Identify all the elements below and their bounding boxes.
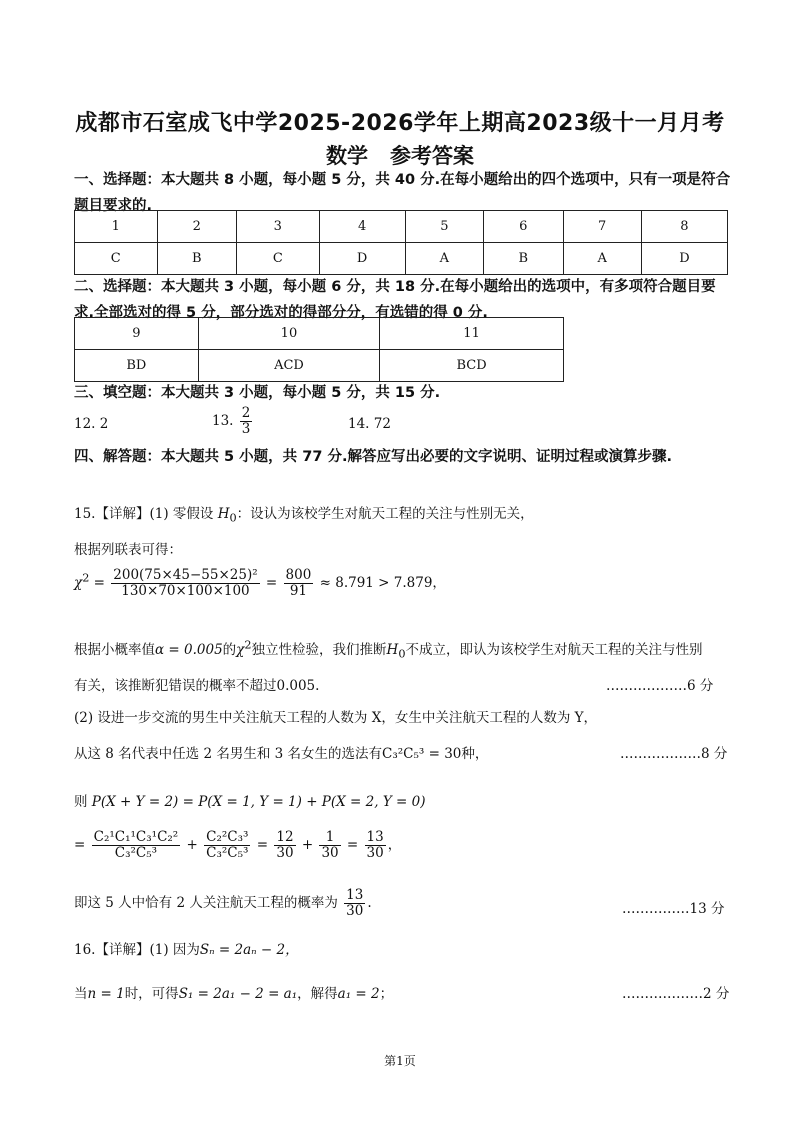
- q15-line-5: (2) 设进一步交流的男生中关注航天工程的人数为 X，女生中关注航天工程的人数为 Y，: [74, 710, 598, 726]
- q15-line-6: 从这 8 名代表中任选 2 名男生和 3 名女生的选法有C₃²C₅³ = 30种，: [74, 746, 489, 762]
- probability-formula: = $\frac{\text{C₂¹C₁¹C₃¹C₂²}}{\text{C₃²C₅³}}$ + $\frac{\text{C₂²C₃³}}{\text{C₃²C₅³}}$ = $\frac{12}{30}$ + $\frac{1}{30}$ = $\frac{13}{30}$ ，: [74, 829, 402, 861]
- table-cell: D: [641, 243, 727, 275]
- fraction: $\frac{12}{30}$: [276, 829, 294, 861]
- fraction: $\frac{\text{C₂¹C₁¹C₃¹C₂²}}{\text{C₃²C₅³}}$: [93, 829, 179, 861]
- answer-13: [212, 406, 254, 437]
- section-3-heading: 三、填空题：本大题共 3 小题，每小题 5 分，共 15 分.: [74, 385, 441, 401]
- table-cell: 8: [641, 211, 727, 243]
- q16-line-1: 16.【详解】(1) 因为Sₙ = 2aₙ − 2，: [74, 942, 299, 958]
- table-cell: B: [483, 243, 563, 275]
- table-cell: 11: [380, 318, 564, 350]
- section-2-heading: 二、选择题：本大题共 3 小题，每小题 6 分，共 18 分.在每小题给出的选项中，有多项符合题目要求.全部选对的得 5 分，部分选对的得部分分，有选错的得 0 分.: [74, 279, 716, 321]
- answer-key-label: 参考答案: [390, 144, 474, 168]
- table-cell: 6: [483, 211, 563, 243]
- answer-row: [75, 350, 564, 382]
- table-cell: B: [157, 243, 237, 275]
- fraction: $\frac{800}{91}$: [285, 567, 312, 599]
- table-cell: D: [319, 243, 405, 275]
- table-cell: A: [405, 243, 483, 275]
- section-4-heading: 四、解答题：本大题共 5 小题，共 77 分.解答应写出必要的文字说明、证明过程或演算步骤.: [74, 449, 672, 465]
- fraction: $\frac{1}{30}$: [321, 829, 339, 861]
- score-marker: ………………2 分: [622, 986, 730, 1002]
- table-cell: 3: [237, 211, 320, 243]
- answer-12: 12. 2: [74, 416, 109, 432]
- table-cell: 1: [75, 211, 158, 243]
- answer-13-label: 13.: [212, 413, 234, 429]
- table-cell: 2: [157, 211, 237, 243]
- score-marker: ……………13 分: [622, 901, 725, 917]
- fraction: $\frac{\text{C₂²C₃³}}{\text{C₃²C₅³}}$: [206, 829, 249, 861]
- table-cell: 7: [563, 211, 641, 243]
- section-1-heading: 一、选择题：本大题共 8 小题，每小题 5 分，共 40 分.在每小题给出的四个选项中，只有一项是符合题目要求的.: [74, 172, 731, 214]
- q16-line-2: 当n = 1时，可得S₁ = 2a₁ − 2 = a₁，解得a₁ = 2；: [74, 986, 394, 1002]
- question-number-row: [75, 318, 564, 350]
- q15-line-3: 根据小概率值α = 0.005的$\chi^2$独立性检验，我们推断$H_0$不成立，即认为该校学生对航天工程的关注与性别: [74, 638, 703, 661]
- h0-symbol: H: [217, 506, 230, 522]
- q15-line-4: 有关，该推断犯错误的概率不超过0.005.: [74, 678, 320, 694]
- section-1-answer-table: [74, 210, 728, 275]
- answer-14: 14. 72: [348, 416, 391, 432]
- table-cell: 9: [75, 318, 199, 350]
- table-cell: BD: [75, 350, 199, 382]
- fraction: $\frac{2}{3}$: [241, 405, 251, 437]
- answer-row: [75, 243, 728, 275]
- table-cell: 5: [405, 211, 483, 243]
- score-marker: ………………8 分: [620, 746, 728, 762]
- fraction: $\frac{\text{200(75×45−55×25)²}}{130\times 70\times 100\times 100}$: [113, 567, 258, 599]
- table-cell: 10: [198, 318, 379, 350]
- page-number: 第1页: [384, 1054, 416, 1068]
- table-cell: BCD: [380, 350, 564, 382]
- q15-line-9: 即这 5 人中恰有 2 人关注航天工程的概率为 $\frac{13}{30}$ .: [74, 887, 372, 919]
- table-cell: C: [237, 243, 320, 275]
- q15-line-7: 则 P(X + Y = 2) = P(X = 1, Y = 1) + P(X = 2, Y = 0): [74, 794, 426, 810]
- chi-square-formula: $\chi^2$ = $\frac{\text{200(75×45−55×25)²}}{130\times 70\times 100\times 100}$ = $\frac{800}{91}$ ≈ 8.791 > 7.879，: [74, 567, 446, 599]
- subject-label: 数学: [326, 144, 368, 168]
- q15-line-1: 15.【详解】(1) 零假设 $H_0$：设认为该校学生对航天工程的关注与性别无关，: [74, 506, 534, 525]
- q15-line-2: 根据列联表可得：: [74, 542, 182, 558]
- fraction: $\frac{13}{30}$: [346, 887, 364, 919]
- table-cell: 4: [319, 211, 405, 243]
- table-cell: A: [563, 243, 641, 275]
- page-subtitle: [0, 140, 800, 170]
- page-title: 成都市石室成飞中学2025-2026学年上期高2023级十一月月考: [75, 111, 725, 136]
- question-number-row: [75, 211, 728, 243]
- table-cell: C: [75, 243, 158, 275]
- score-marker: ………………6 分: [606, 678, 714, 694]
- table-cell: ACD: [198, 350, 379, 382]
- section-2-answer-table: [74, 317, 564, 382]
- fraction: $\frac{13}{30}$: [366, 829, 384, 861]
